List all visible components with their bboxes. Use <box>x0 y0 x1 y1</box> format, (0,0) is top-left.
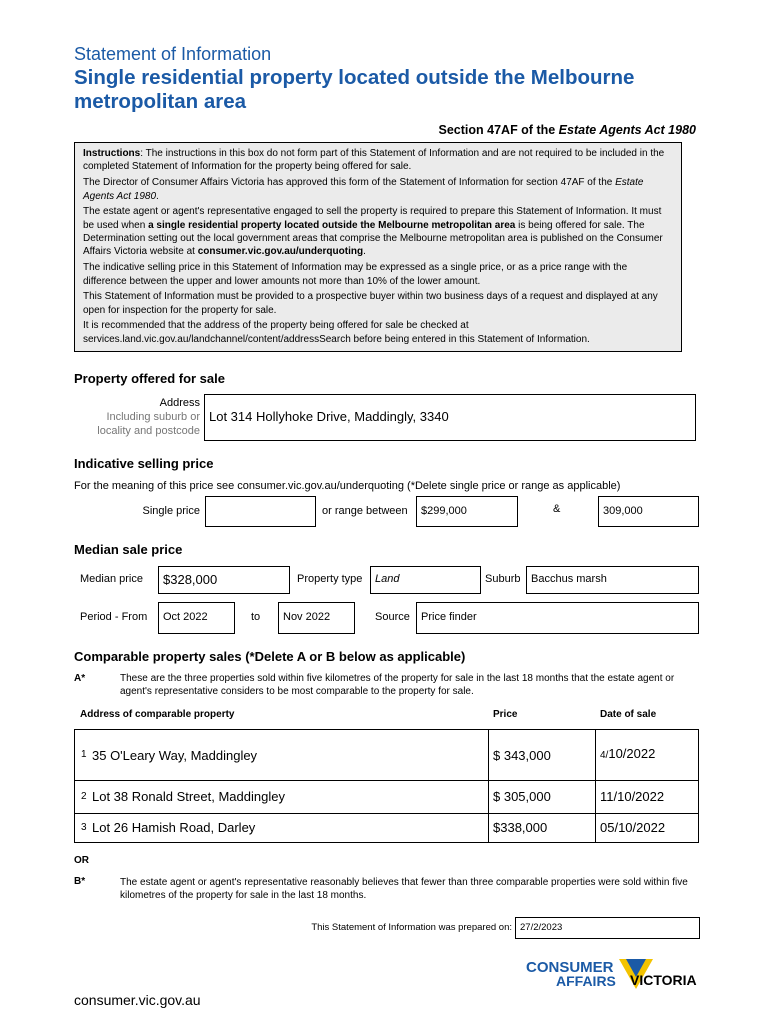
range-high-field[interactable]: 309,000 <box>598 496 699 527</box>
instructions-p4: The indicative selling price in this Statement of Information may be expressed as a single price, or as a price range with the difference between the upper and lower amounts not more than 10% of the lower amount. <box>83 262 628 287</box>
property-type-label: Property type <box>297 573 363 585</box>
row-number: 1 <box>81 749 87 760</box>
document-title: Single residential property located outside the Melbourne metropolitan area <box>74 66 635 113</box>
or-label: OR <box>74 855 89 866</box>
section-ref-act: Estate Agents Act 1980 <box>558 123 696 137</box>
period-to-field[interactable]: Nov 2022 <box>278 602 355 634</box>
instructions-p2: The Director of Consumer Affairs Victoria has approved this form of the Statement of Information for section 47AF of the Estate Agents Act 1980. <box>83 177 644 202</box>
comparable-table <box>74 729 699 843</box>
median-price-label: Median price <box>80 573 143 585</box>
underquoting-link[interactable]: consumer.vic.gov.au/underquoting <box>197 246 364 258</box>
prepared-date-field[interactable]: 27/2/2023 <box>515 917 700 939</box>
comparable-date[interactable]: 11/10/2022 <box>600 789 665 804</box>
row-number: 3 <box>81 822 87 833</box>
row-number: 2 <box>81 791 87 802</box>
period-from-field[interactable]: Oct 2022 <box>158 602 235 634</box>
consumer-affairs-victoria-logo <box>526 955 706 995</box>
comparable-date[interactable]: 05/10/2022 <box>600 820 666 835</box>
comparable-address[interactable]: Lot 38 Ronald Street, Maddingley <box>92 789 285 804</box>
median-heading: Median sale price <box>74 542 183 557</box>
table-row <box>75 781 488 813</box>
option-b-label: B* <box>74 876 86 887</box>
comparable-price[interactable]: $338,000 <box>493 820 548 835</box>
range-low-field[interactable]: $299,000 <box>416 496 518 527</box>
table-row <box>75 730 488 780</box>
range-ampersand: & <box>553 503 561 515</box>
logo-victoria-text: VICTORIA <box>630 972 697 988</box>
property-address-field[interactable]: Lot 314 Hollyhoke Drive, Maddingly, 3340 <box>204 394 696 441</box>
median-price-field[interactable]: $328,000 <box>158 566 290 594</box>
section-ref-prefix: Section 47AF of the <box>438 123 559 137</box>
instructions-p5: This Statement of Information must be provided to a prospective buyer within two business days of a request and displayed at any open for inspection for the property for sale. <box>83 291 658 316</box>
logo-consumer-text: CONSUMER <box>526 959 614 976</box>
col-price-header: Price <box>493 709 518 720</box>
prepared-on-label: This Statement of Information was prepared on: <box>311 922 512 933</box>
comparable-heading: Comparable property sales (*Delete A or B below as applicable) <box>74 649 466 664</box>
range-between-label: or range between <box>322 505 408 517</box>
document-subtitle: Statement of Information <box>74 44 272 64</box>
option-a-label: A* <box>74 673 86 684</box>
single-price-label: Single price <box>142 505 200 517</box>
option-b-text: The estate agent or agent's representative reasonably believes that fewer than three comparable properties were sold within five kilometres of the property for sale in the last 18 months. <box>120 877 688 902</box>
comparable-price[interactable]: $ 305,000 <box>493 789 551 804</box>
suburb-label: Suburb <box>485 573 521 585</box>
period-from-label: Period - From <box>80 611 148 623</box>
footer-url[interactable]: consumer.vic.gov.au <box>74 992 201 1008</box>
col-date-header: Date of sale <box>600 709 657 720</box>
indicative-note: For the meaning of this price see consumer.vic.gov.au/underquoting (*Delete single price or range as applicable) <box>74 480 621 492</box>
source-field[interactable]: Price finder <box>416 602 699 634</box>
indicative-heading: Indicative selling price <box>74 456 214 471</box>
suburb-field[interactable]: Bacchus marsh <box>526 566 699 594</box>
col-address-header: Address of comparable property <box>80 709 235 720</box>
section-reference <box>439 123 696 137</box>
period-to-label: to <box>251 611 261 623</box>
option-a-text: These are the three properties sold within five kilometres of the property for sale in the last 18 months that the estate agent or agent's representative considers to be most comparable to the property for sale. <box>120 673 675 698</box>
instructions-box <box>74 142 682 352</box>
logo-affairs-text: AFFAIRS <box>556 973 616 989</box>
property-heading: Property offered for sale <box>74 371 225 386</box>
property-type-field[interactable]: Land <box>370 566 481 594</box>
address-label: Address Including suburb or locality and postcode <box>97 397 200 437</box>
comparable-price[interactable]: $ 343,000 <box>493 748 551 763</box>
comparable-date[interactable]: 4/10/2022 <box>600 746 656 761</box>
comparable-address[interactable]: Lot 26 Hamish Road, Darley <box>92 820 256 835</box>
instructions-p1: Instructions: The instructions in this box do not form part of this Statement of Information and are not required to be included in the completed Statement of Information for the property being offered for sale. <box>83 148 665 173</box>
single-price-field[interactable] <box>205 496 316 527</box>
source-label: Source <box>375 611 410 623</box>
comparable-address[interactable]: 35 O'Leary Way, Maddingley <box>92 748 258 763</box>
instructions-p3: The estate agent or agent's representative engaged to sell the property is required to prepare this Statement of Information. It must be used when a single residential property located outside the Melbourne metropolitan area is being offered for sale. The Determination setting out the local government areas that comprise the Melbourne metropolitan area is published on the Consumer Affairs Victoria website at consumer.vic.gov.au/underquoting. <box>83 206 663 258</box>
table-row <box>75 814 488 842</box>
instructions-p6: It is recommended that the address of the property being offered for sale be checked at services.land.vic.gov.au/landchannel/content/addressSearch before being entered in this Statement of Information. <box>83 320 590 345</box>
